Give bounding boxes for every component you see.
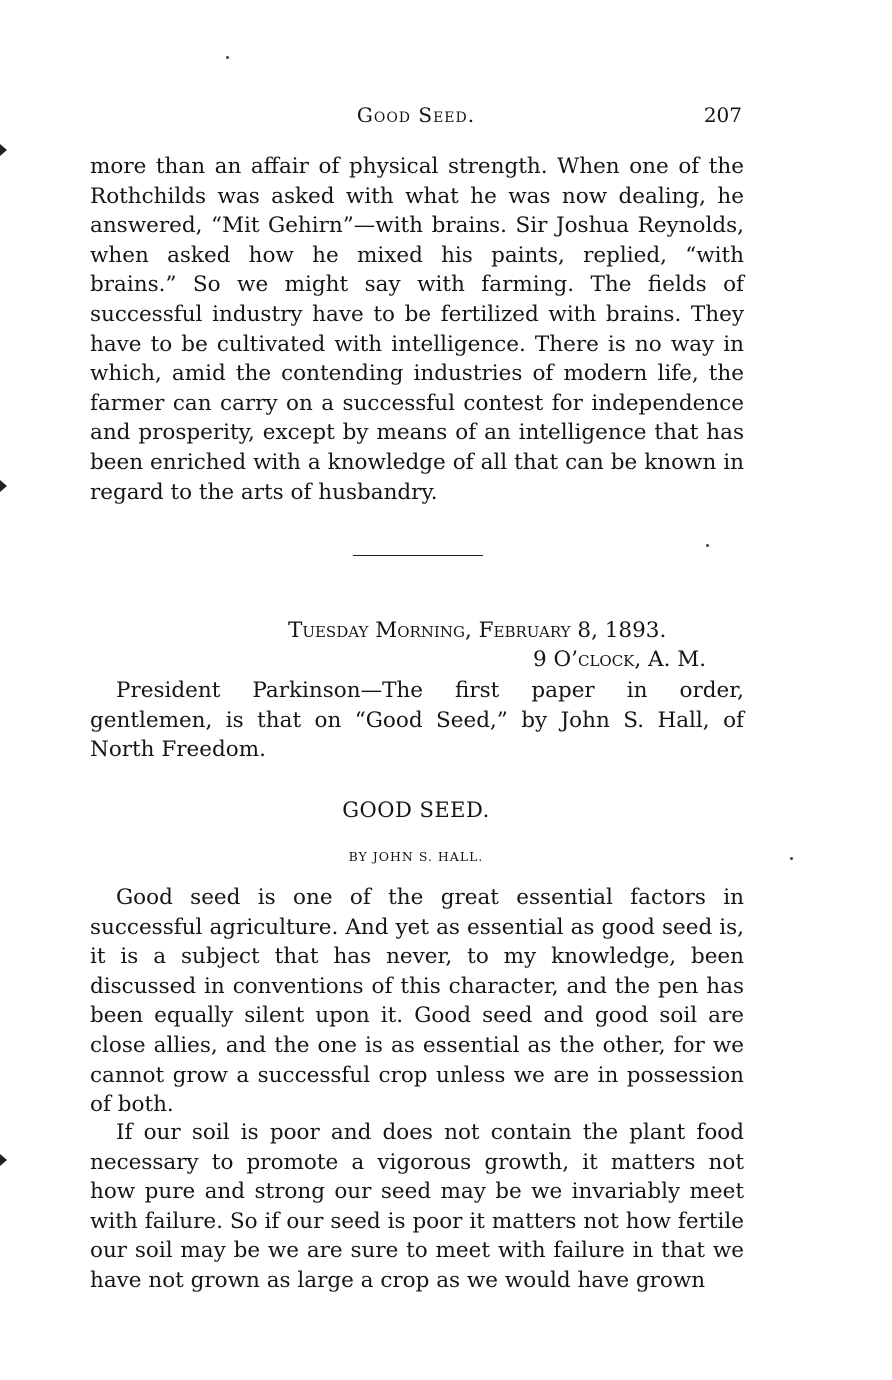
- page-number: 207: [703, 103, 742, 127]
- section-title: GOOD SEED.: [342, 798, 490, 822]
- session-intro-paragraph: President Parkinson—The first paper in order, gentlemen, is that on “Good Seed,” by John S. Hall, of North Freedom.: [90, 678, 744, 763]
- body-paragraph-2: If our soil is poor and does not contain the plant food necessary to promote a vigorous growth, it matters not how pure and strong our seed may be we invariably meet with failure. So if our seed is poor it matters not how fertile our soil may be we are sure to meet with failure in that we have not grown as large a crop as we would have grown: [90, 1120, 744, 1293]
- session-time: 9 O’clock, A. M.: [533, 647, 707, 672]
- section-divider: [353, 555, 483, 556]
- scan-edge-mark: [0, 144, 7, 156]
- running-head-title: Good Seed.: [356, 103, 476, 127]
- session-dateline: Tuesday Morning, February 8, 1893.: [288, 618, 667, 643]
- body-paragraph-1: Good seed is one of the great essential factors in successful agriculture. And yet as essential as good seed is, it is a subject that has never, to my knowledge, been discussed in conventions of this character, and the pen has been equally silent upon it. Good seed and good soil are close allies, and the one is as essential as the other, for we cannot grow a successful crop unless we are in possession of both.: [90, 885, 744, 1118]
- continuation-paragraph: more than an affair of physical strength. When one of the Rothchilds was asked with what he was now dealing, he answered, “Mit Gehirn”—with brains. Sir Joshua Reynolds, when asked how he mixed his paints, replied, “with brains.” So we might say with farming. The fields of successful industry have to be fertilized with brains. They have to be cultivated with intelligence. There is no way in which, amid the contending industries of modern life, the farmer can carry on a successful contest for independence and prosperity, except by means of an intelligence that has been enriched with a knowledge of all that can be known in regard to the arts of husbandry.: [90, 154, 744, 505]
- running-head: [90, 103, 742, 133]
- paper-speck: [706, 544, 709, 547]
- scan-edge-mark: [0, 480, 7, 492]
- scan-edge-mark: [0, 1154, 7, 1166]
- paper-speck: [226, 56, 229, 59]
- author-byline: BY JOHN S. HALL.: [348, 849, 484, 864]
- paper-speck: [790, 857, 793, 860]
